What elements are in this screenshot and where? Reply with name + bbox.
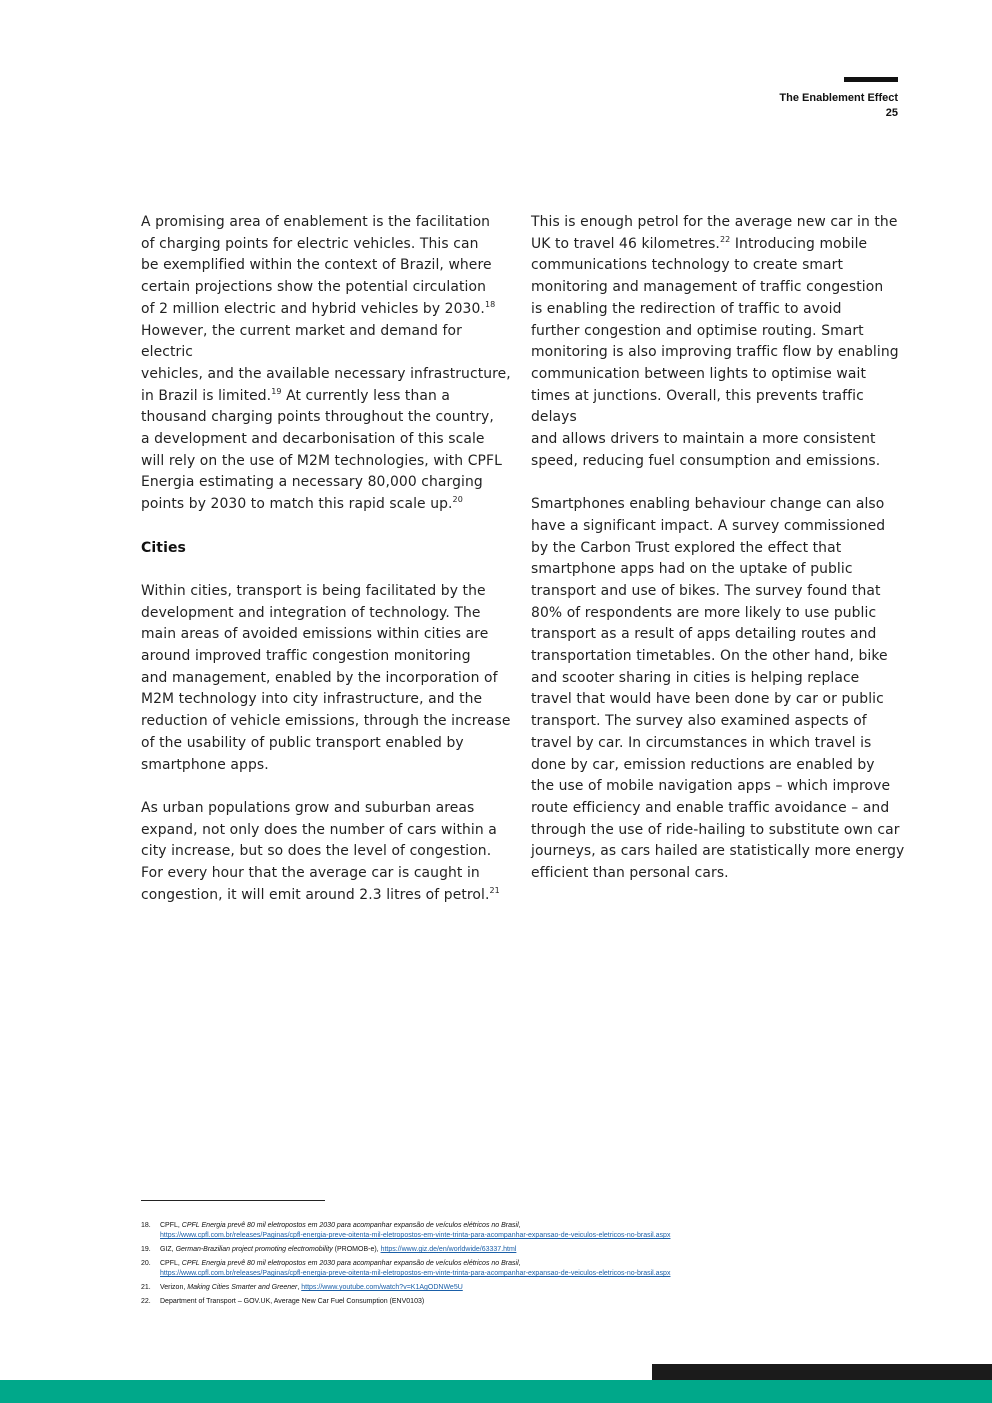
footnote-item bbox=[141, 1297, 821, 1307]
footnote-source: CPFL, bbox=[160, 1222, 182, 1229]
paragraph-text: This is enough petrol for the average new car in the UK to travel 46 kilometres. bbox=[531, 214, 898, 252]
footnote-ref[interactable]: 20 bbox=[452, 495, 463, 505]
footnote-ref[interactable]: 22 bbox=[719, 234, 731, 244]
footnote-link[interactable]: https://www.cpfl.com.br/releases/Paginas/cpfl-energia-preve-oitenta-mil-eletropostos-em-vinte-trinta-para-acompanhar-expansao-de-veiculos-eletricos-no-brasil.aspx bbox=[160, 1232, 671, 1239]
running-header bbox=[779, 91, 898, 121]
footnote-divider bbox=[141, 1200, 325, 1201]
footnote-link[interactable]: https://www.youtube.com/watch?v=K1AgODNWe5U bbox=[301, 1284, 463, 1291]
paragraph-urban-congestion bbox=[141, 798, 516, 907]
footnote-ref[interactable]: 18 bbox=[484, 299, 496, 309]
footnote-link[interactable]: https://www.cpfl.com.br/releases/Paginas/cpfl-energia-preve-oitenta-mil-eletropostos-em-vinte-trinta-para-acompanhar-expansao-de-veiculos-eletricos-no-brasil.aspx bbox=[160, 1270, 671, 1277]
footnote-number: 19. bbox=[141, 1246, 151, 1253]
footnote-text: (PROMOB-e), bbox=[332, 1246, 381, 1253]
footnote-source: Verizon, bbox=[160, 1284, 188, 1291]
footnote-ref[interactable]: 21 bbox=[489, 885, 500, 895]
footnote-number: 18. bbox=[141, 1222, 151, 1229]
paragraph-text: As urban populations grow and suburban areas expand, not only does the number of cars within a city increase, but so does the level of congestion. For every hour that the average car is caught in congestion, it will emit around 2.3 litres of petrol. bbox=[141, 799, 497, 903]
section-heading-cities: Cities bbox=[141, 539, 186, 556]
footnote-source: Department of Transport – GOV.UK, Average New Car Fuel Consumption (ENV0103) bbox=[160, 1298, 425, 1305]
footnote-item bbox=[141, 1259, 821, 1279]
footnote-text: , bbox=[297, 1284, 302, 1291]
footnote-source: CPFL, bbox=[160, 1260, 182, 1267]
paragraph-text: At currently less than a thousand charging points throughout the country, a development and decarbonisation of this scale will rely on the use of M2M technologies, with CPFL Energia estimating a necessary 80,000 charging points by 2030 to match this rapid scale up. bbox=[141, 387, 502, 513]
page-number: 25 bbox=[885, 107, 898, 119]
footnote-item bbox=[141, 1245, 821, 1255]
footnote-number: 22. bbox=[141, 1298, 151, 1305]
footnote-title: CPFL Energia prevê 80 mil eletropostos em 2030 para acompanhar expansão de veículos elétricos no Brasil bbox=[181, 1222, 519, 1229]
footnote-text: , bbox=[518, 1260, 521, 1267]
paragraph-cities-intro: Within cities, transport is being facilitated by the development and integration of technology. The main areas of avoided emissions within cities are around improved traffic congestion monitoring and management, enabled by the incorporation of M2M technology into city infrastructure, and the reduction of vehicle emissions, through the increase of the usability of public transport enabled by smartphone apps. bbox=[141, 582, 511, 773]
footnote-number: 20. bbox=[141, 1260, 151, 1267]
footer-dark-block bbox=[652, 1364, 992, 1380]
paragraph-text: A promising area of enablement is the facilitation of charging points for electric vehicles. This can be exemplified within the context of Brazil, where certain projections show the potential circulation of 2 million electric and hybrid vehicles by 2030. bbox=[141, 214, 492, 317]
footnote-link[interactable]: https://www.giz.de/en/worldwide/63337.html bbox=[380, 1246, 517, 1253]
footnote-title: German-Brazilian project promoting electromobility bbox=[175, 1246, 333, 1253]
right-column bbox=[531, 212, 906, 906]
paragraph-smartphones: Smartphones enabling behaviour change can also have a significant impact. A survey commissioned by the Carbon Trust explored the effect that smartphone apps had on the uptake of public transport and use of bikes. The survey found that 80% of respondents are more likely to use public transport as a result of apps detailing routes and transportation timetables. On the other hand, bike and scooter sharing in cities is helping replace travel that would have been done by car or public transport. The survey also examined aspects of travel by car. In circumstances in which travel is done by car, emission reductions are enabled by the use of mobile navigation apps – which improve route efficiency and enable traffic avoidance – and through the use of ride-hailing to substitute own car journeys, as cars hailed are statistically more energy efficient than personal cars. bbox=[531, 496, 905, 882]
left-column bbox=[141, 212, 516, 928]
footnote-ref[interactable]: 19 bbox=[271, 386, 282, 396]
footer-teal-band bbox=[0, 1380, 992, 1403]
footnote-number: 21. bbox=[141, 1284, 151, 1291]
footnotes bbox=[141, 1221, 821, 1311]
footnote-title: CPFL Energia prevê 80 mil eletropostos em 2030 para acompanhar expansão de veículos elétricos no Brasil bbox=[181, 1260, 519, 1267]
paragraph-charging-points bbox=[141, 212, 516, 516]
paragraph-text: However, the current market and demand for electric vehicles, and the available necessary infrastructure, in Brazil is limited. bbox=[141, 322, 511, 404]
footnote-item bbox=[141, 1221, 821, 1241]
header-accent-bar bbox=[844, 77, 898, 82]
footnote-text: , bbox=[518, 1222, 521, 1229]
footnote-title: Making Cities Smarter and Greener bbox=[187, 1284, 298, 1291]
document-title: The Enablement Effect bbox=[779, 92, 898, 104]
footnote-source: GIZ, bbox=[160, 1246, 176, 1253]
footnote-item bbox=[141, 1283, 821, 1293]
paragraph-smart-monitoring bbox=[531, 212, 906, 472]
paragraph-text: Introducing mobile communications technology to create smart monitoring and management of traffic congestion is enabling the redirection of traffic to avoid further congestion and optimise routing. Smart monitoring is also improving traffic flow by enabling communication between lights to optimise wait times at junctions. Overall, this prevents traffic delays and allows drivers to maintain a more consistent speed, reducing fuel consumption and emissions. bbox=[531, 235, 899, 469]
